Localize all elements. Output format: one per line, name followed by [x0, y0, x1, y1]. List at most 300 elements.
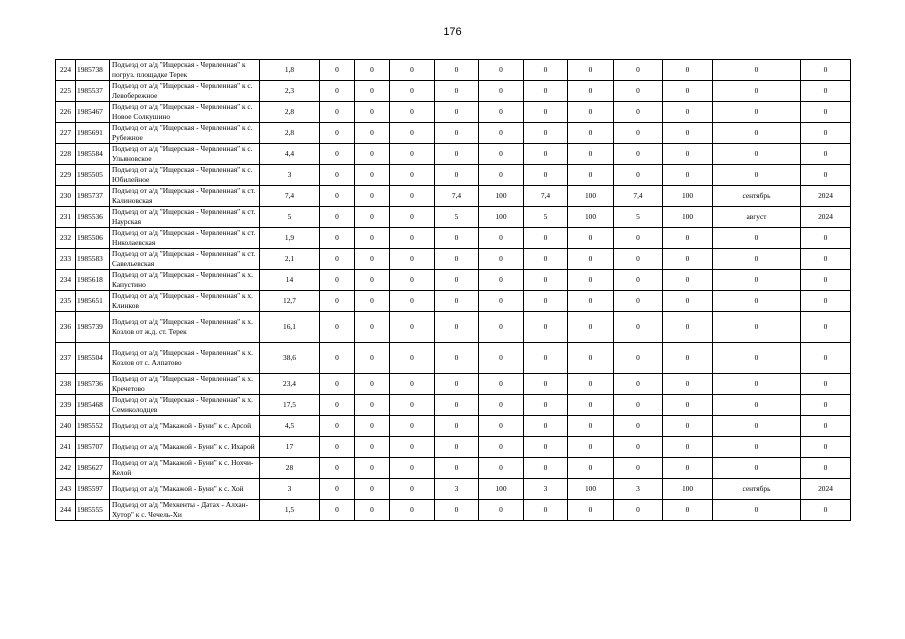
length-cell: 7,4	[260, 186, 320, 207]
table-row	[56, 249, 851, 270]
value-cell: 0	[801, 374, 851, 395]
road-code-cell: 1985739	[76, 312, 110, 343]
value-cell: 0	[479, 60, 524, 81]
road-code-cell: 1985584	[76, 144, 110, 165]
road-name-cell: Подъезд от а/д "Ищерская - Червленная" к х. Клинков	[110, 291, 260, 312]
road-name-cell: Подъезд от а/д "Ищерская - Червленная" к с. Юбилейное	[110, 165, 260, 186]
road-name-cell: Подъезд от а/д "Ищерская - Червленная" к ст. Николаевская	[110, 228, 260, 249]
road-name-cell: Подъезд от а/д "Ищерская - Червленная" к ст. Калиновская	[110, 186, 260, 207]
value-cell: 0	[614, 312, 663, 343]
value-cell: 100	[568, 186, 614, 207]
value-cell: 0	[390, 437, 435, 458]
length-cell: 3	[260, 165, 320, 186]
value-cell: 0	[524, 458, 568, 479]
road-name-cell: Подъезд от а/д "Мехкенты - Датах - Алхан-Хутор" к с. Чечель-Хи	[110, 500, 260, 521]
table-row	[56, 60, 851, 81]
road-code-cell: 1985536	[76, 207, 110, 228]
row-number-cell: 233	[56, 249, 76, 270]
value-cell: 0	[390, 270, 435, 291]
table-row	[56, 437, 851, 458]
length-cell: 2,8	[260, 102, 320, 123]
value-cell: 0	[435, 165, 479, 186]
value-cell: 0	[479, 102, 524, 123]
row-number-cell: 239	[56, 395, 76, 416]
value-cell: 100	[479, 207, 524, 228]
value-cell: 0	[390, 479, 435, 500]
value-cell: 0	[614, 165, 663, 186]
length-cell: 17,5	[260, 395, 320, 416]
value-cell: 0	[663, 500, 713, 521]
value-cell: 0	[614, 374, 663, 395]
value-cell: 0	[435, 270, 479, 291]
value-cell: 0	[390, 416, 435, 437]
road-code-cell: 1985707	[76, 437, 110, 458]
value-cell: 0	[320, 165, 355, 186]
value-cell: 0	[568, 165, 614, 186]
table-row	[56, 500, 851, 521]
road-name-cell: Подъезд от а/д "Макажой - Буни" к с. Ихарой	[110, 437, 260, 458]
table-row	[56, 416, 851, 437]
road-name-cell: Подъезд от а/д "Макажой - Буни" к с. Нохчи-Келой	[110, 458, 260, 479]
value-cell: 0	[320, 374, 355, 395]
road-code-cell: 1985537	[76, 81, 110, 102]
value-cell: 2024	[801, 479, 851, 500]
length-cell: 23,4	[260, 374, 320, 395]
length-cell: 2,1	[260, 249, 320, 270]
value-cell: 0	[390, 165, 435, 186]
value-cell: 0	[320, 81, 355, 102]
value-cell: 2024	[801, 207, 851, 228]
road-name-cell: Подъезд от а/д "Ищерская - Червленная" к х. Кречетово	[110, 374, 260, 395]
row-number-cell: 231	[56, 207, 76, 228]
value-cell: 0	[355, 291, 390, 312]
value-cell: 0	[435, 123, 479, 144]
value-cell: 0	[568, 144, 614, 165]
value-cell: 0	[435, 458, 479, 479]
value-cell: 0	[614, 500, 663, 521]
value-cell: 100	[663, 479, 713, 500]
length-cell: 28	[260, 458, 320, 479]
length-cell: 12,7	[260, 291, 320, 312]
row-number-cell: 232	[56, 228, 76, 249]
value-cell: 0	[663, 123, 713, 144]
value-cell: 0	[390, 102, 435, 123]
value-cell: 0	[390, 207, 435, 228]
value-cell: 0	[801, 416, 851, 437]
value-cell: 0	[390, 500, 435, 521]
value-cell: 0	[479, 312, 524, 343]
value-cell: 0	[479, 437, 524, 458]
road-code-cell: 1985736	[76, 374, 110, 395]
road-code-cell: 1985552	[76, 416, 110, 437]
value-cell: 0	[390, 228, 435, 249]
road-code-cell: 1985627	[76, 458, 110, 479]
value-cell: 0	[801, 343, 851, 374]
value-cell: 3	[614, 479, 663, 500]
value-cell: 0	[390, 374, 435, 395]
value-cell: 0	[435, 60, 479, 81]
road-name-cell: Подъезд от а/д "Ищерская - Червленная" к с. Рубежное	[110, 123, 260, 144]
road-code-cell: 1985597	[76, 479, 110, 500]
value-cell: 0	[355, 123, 390, 144]
value-cell: 0	[355, 437, 390, 458]
value-cell: 0	[479, 343, 524, 374]
value-cell: 7,4	[614, 186, 663, 207]
road-code-cell: 1985468	[76, 395, 110, 416]
table-row	[56, 165, 851, 186]
road-name-cell: Подъезд от а/д "Ищерская - Червленная" к погруз. площадке Терек	[110, 60, 260, 81]
value-cell: 0	[355, 458, 390, 479]
row-number-cell: 226	[56, 102, 76, 123]
value-cell: 0	[479, 249, 524, 270]
value-cell: 0	[713, 123, 801, 144]
value-cell: 0	[801, 291, 851, 312]
value-cell: 0	[663, 165, 713, 186]
value-cell: 0	[479, 81, 524, 102]
value-cell: 0	[713, 165, 801, 186]
table-row	[56, 458, 851, 479]
value-cell: 0	[568, 60, 614, 81]
value-cell: 0	[568, 102, 614, 123]
value-cell: 0	[355, 249, 390, 270]
length-cell: 1,9	[260, 228, 320, 249]
road-name-cell: Подъезд от а/д "Макажой - Буни" к с. Хой	[110, 479, 260, 500]
value-cell: 0	[713, 249, 801, 270]
value-cell: 0	[614, 437, 663, 458]
value-cell: 0	[355, 416, 390, 437]
value-cell: 0	[801, 458, 851, 479]
value-cell: 0	[479, 374, 524, 395]
table-row	[56, 312, 851, 343]
value-cell: 0	[435, 312, 479, 343]
page-number: 176	[443, 26, 462, 38]
value-cell: 0	[435, 228, 479, 249]
road-code-cell: 1985505	[76, 165, 110, 186]
value-cell: 0	[479, 270, 524, 291]
value-cell: 0	[568, 249, 614, 270]
value-cell: 0	[479, 165, 524, 186]
row-number-cell: 227	[56, 123, 76, 144]
value-cell: 0	[524, 249, 568, 270]
row-number-cell: 224	[56, 60, 76, 81]
value-cell: 0	[355, 207, 390, 228]
value-cell: 0	[801, 228, 851, 249]
value-cell: 0	[614, 291, 663, 312]
value-cell: 0	[435, 343, 479, 374]
value-cell: 0	[435, 291, 479, 312]
value-cell: 0	[614, 416, 663, 437]
value-cell: 0	[801, 144, 851, 165]
road-code-cell: 1985651	[76, 291, 110, 312]
row-number-cell: 244	[56, 500, 76, 521]
value-cell: 0	[320, 102, 355, 123]
value-cell: 0	[355, 343, 390, 374]
value-cell: 0	[320, 123, 355, 144]
value-cell: 0	[355, 500, 390, 521]
table-row	[56, 102, 851, 123]
table-row	[56, 395, 851, 416]
value-cell: 0	[713, 343, 801, 374]
value-cell: 0	[713, 437, 801, 458]
value-cell: 0	[663, 343, 713, 374]
length-cell: 1,5	[260, 500, 320, 521]
value-cell: 0	[801, 60, 851, 81]
row-number-cell: 234	[56, 270, 76, 291]
road-code-cell: 1985738	[76, 60, 110, 81]
value-cell: 0	[663, 270, 713, 291]
value-cell: 0	[524, 165, 568, 186]
value-cell: 0	[568, 81, 614, 102]
length-cell: 17	[260, 437, 320, 458]
value-cell: 100	[479, 186, 524, 207]
value-cell: 0	[614, 343, 663, 374]
value-cell: 0	[713, 458, 801, 479]
value-cell: 0	[524, 102, 568, 123]
value-cell: 0	[435, 81, 479, 102]
value-cell: 7,4	[524, 186, 568, 207]
value-cell: 0	[663, 81, 713, 102]
value-cell: 0	[663, 228, 713, 249]
value-cell: 0	[614, 102, 663, 123]
value-cell: 0	[390, 343, 435, 374]
value-cell: 0	[355, 395, 390, 416]
row-number-cell: 229	[56, 165, 76, 186]
value-cell: 0	[524, 374, 568, 395]
value-cell: 0	[614, 458, 663, 479]
value-cell: 0	[614, 60, 663, 81]
road-name-cell: Подъезд от а/д "Ищерская - Червленная" к с. Ульяновское	[110, 144, 260, 165]
table-row	[56, 228, 851, 249]
value-cell: 5	[614, 207, 663, 228]
value-cell: 0	[435, 416, 479, 437]
value-cell: 0	[801, 123, 851, 144]
value-cell: 0	[355, 144, 390, 165]
value-cell: 0	[479, 228, 524, 249]
value-cell: 0	[524, 416, 568, 437]
value-cell: 0	[614, 144, 663, 165]
road-name-cell: Подъезд от а/д "Ищерская - Червленная" к х. Козлов от с. Алпатово	[110, 343, 260, 374]
value-cell: 0	[435, 249, 479, 270]
length-cell: 2,8	[260, 123, 320, 144]
roads-table	[55, 59, 851, 521]
table-row	[56, 144, 851, 165]
value-cell: 0	[568, 228, 614, 249]
value-cell: 0	[524, 343, 568, 374]
value-cell: 100	[568, 479, 614, 500]
value-cell: 0	[355, 270, 390, 291]
value-cell: 0	[479, 416, 524, 437]
value-cell: 0	[614, 123, 663, 144]
value-cell: 100	[663, 207, 713, 228]
value-cell: 7,4	[435, 186, 479, 207]
road-code-cell: 1985467	[76, 102, 110, 123]
value-cell: 0	[390, 249, 435, 270]
value-cell: 0	[663, 102, 713, 123]
value-cell: 0	[435, 374, 479, 395]
value-cell: 0	[355, 60, 390, 81]
road-name-cell: Подъезд от а/д "Ищерская - Червленная" к х. Семиколодцев	[110, 395, 260, 416]
road-name-cell: Подъезд от а/д "Ищерская - Червленная" к с. Левобережное	[110, 81, 260, 102]
table-row	[56, 186, 851, 207]
value-cell: 0	[663, 249, 713, 270]
value-cell: 100	[568, 207, 614, 228]
value-cell: 0	[320, 343, 355, 374]
table-row	[56, 81, 851, 102]
row-number-cell: 237	[56, 343, 76, 374]
value-cell: 0	[713, 81, 801, 102]
value-cell: 0	[355, 165, 390, 186]
value-cell: 0	[568, 437, 614, 458]
value-cell: 0	[320, 228, 355, 249]
value-cell: 0	[663, 374, 713, 395]
value-cell: 0	[568, 395, 614, 416]
road-code-cell: 1985583	[76, 249, 110, 270]
value-cell: 0	[524, 312, 568, 343]
length-cell: 16,1	[260, 312, 320, 343]
value-cell: 0	[713, 60, 801, 81]
value-cell: 0	[663, 60, 713, 81]
value-cell: 0	[524, 123, 568, 144]
value-cell: 0	[435, 500, 479, 521]
value-cell: 0	[390, 312, 435, 343]
value-cell: 0	[568, 291, 614, 312]
row-number-cell: 243	[56, 479, 76, 500]
value-cell: 0	[479, 458, 524, 479]
value-cell: 0	[524, 144, 568, 165]
row-number-cell: 235	[56, 291, 76, 312]
value-cell: 100	[479, 479, 524, 500]
value-cell: 0	[355, 374, 390, 395]
value-cell: 5	[524, 207, 568, 228]
value-cell: 0	[320, 291, 355, 312]
value-cell: сентябрь	[713, 186, 801, 207]
table-row	[56, 207, 851, 228]
value-cell: 0	[320, 144, 355, 165]
value-cell: 0	[568, 416, 614, 437]
value-cell: 0	[435, 437, 479, 458]
length-cell: 38,6	[260, 343, 320, 374]
value-cell: 0	[663, 437, 713, 458]
value-cell: 0	[320, 416, 355, 437]
value-cell: 0	[355, 312, 390, 343]
row-number-cell: 236	[56, 312, 76, 343]
value-cell: 0	[713, 416, 801, 437]
value-cell: 100	[663, 186, 713, 207]
value-cell: 0	[713, 291, 801, 312]
value-cell: 0	[568, 343, 614, 374]
value-cell: 0	[568, 500, 614, 521]
row-number-cell: 228	[56, 144, 76, 165]
value-cell: 0	[663, 144, 713, 165]
length-cell: 4,4	[260, 144, 320, 165]
value-cell: 0	[479, 395, 524, 416]
value-cell: 0	[479, 500, 524, 521]
value-cell: 0	[614, 270, 663, 291]
road-code-cell: 1985618	[76, 270, 110, 291]
value-cell: 0	[524, 437, 568, 458]
value-cell: 0	[713, 312, 801, 343]
value-cell: 0	[524, 500, 568, 521]
length-cell: 2,3	[260, 81, 320, 102]
value-cell: 0	[390, 458, 435, 479]
value-cell: 0	[320, 270, 355, 291]
row-number-cell: 240	[56, 416, 76, 437]
value-cell: 0	[355, 479, 390, 500]
value-cell: 0	[801, 165, 851, 186]
value-cell: август	[713, 207, 801, 228]
value-cell: 0	[663, 458, 713, 479]
table-row	[56, 374, 851, 395]
value-cell: 0	[713, 102, 801, 123]
row-number-cell: 238	[56, 374, 76, 395]
road-code-cell: 1985555	[76, 500, 110, 521]
value-cell: 0	[614, 228, 663, 249]
value-cell: 0	[713, 500, 801, 521]
value-cell: 0	[663, 416, 713, 437]
value-cell: 0	[568, 458, 614, 479]
value-cell: 0	[320, 249, 355, 270]
value-cell: 0	[320, 479, 355, 500]
value-cell: 3	[524, 479, 568, 500]
road-name-cell: Подъезд от а/д "Ищерская - Червленная" к ст. Савельевская	[110, 249, 260, 270]
length-cell: 14	[260, 270, 320, 291]
value-cell: 0	[355, 228, 390, 249]
value-cell: 0	[390, 291, 435, 312]
value-cell: 0	[390, 123, 435, 144]
road-name-cell: Подъезд от а/д "Макажой - Буни" к с. Арсой	[110, 416, 260, 437]
value-cell: 0	[355, 186, 390, 207]
row-number-cell: 242	[56, 458, 76, 479]
value-cell: 0	[801, 500, 851, 521]
value-cell: 2024	[801, 186, 851, 207]
value-cell: 0	[713, 395, 801, 416]
road-name-cell: Подъезд от а/д "Ищерская - Червленная" к х. Капустино	[110, 270, 260, 291]
value-cell: 0	[801, 270, 851, 291]
value-cell: 0	[568, 270, 614, 291]
value-cell: 0	[614, 81, 663, 102]
value-cell: 0	[320, 186, 355, 207]
value-cell: 0	[524, 81, 568, 102]
value-cell: 0	[614, 249, 663, 270]
value-cell: 0	[568, 374, 614, 395]
table-row	[56, 479, 851, 500]
table-body	[56, 60, 851, 521]
value-cell: 0	[713, 144, 801, 165]
value-cell: 0	[614, 395, 663, 416]
length-cell: 5	[260, 207, 320, 228]
value-cell: 0	[479, 291, 524, 312]
value-cell: 0	[390, 395, 435, 416]
length-cell: 4,5	[260, 416, 320, 437]
road-name-cell: Подъезд от а/д "Ищерская - Червленная" к с. Новое Солкушино	[110, 102, 260, 123]
value-cell: 0	[320, 395, 355, 416]
road-name-cell: Подъезд от а/д "Ищерская - Червленная" к ст. Наурская	[110, 207, 260, 228]
value-cell: 0	[390, 60, 435, 81]
value-cell: 0	[320, 500, 355, 521]
value-cell: 0	[479, 123, 524, 144]
value-cell: 0	[524, 395, 568, 416]
value-cell: 0	[524, 228, 568, 249]
value-cell: 0	[663, 291, 713, 312]
length-cell: 3	[260, 479, 320, 500]
value-cell: 0	[320, 60, 355, 81]
value-cell: 0	[663, 312, 713, 343]
table-row	[56, 291, 851, 312]
value-cell: 3	[435, 479, 479, 500]
value-cell: 0	[568, 312, 614, 343]
road-code-cell: 1985504	[76, 343, 110, 374]
value-cell: 0	[435, 102, 479, 123]
